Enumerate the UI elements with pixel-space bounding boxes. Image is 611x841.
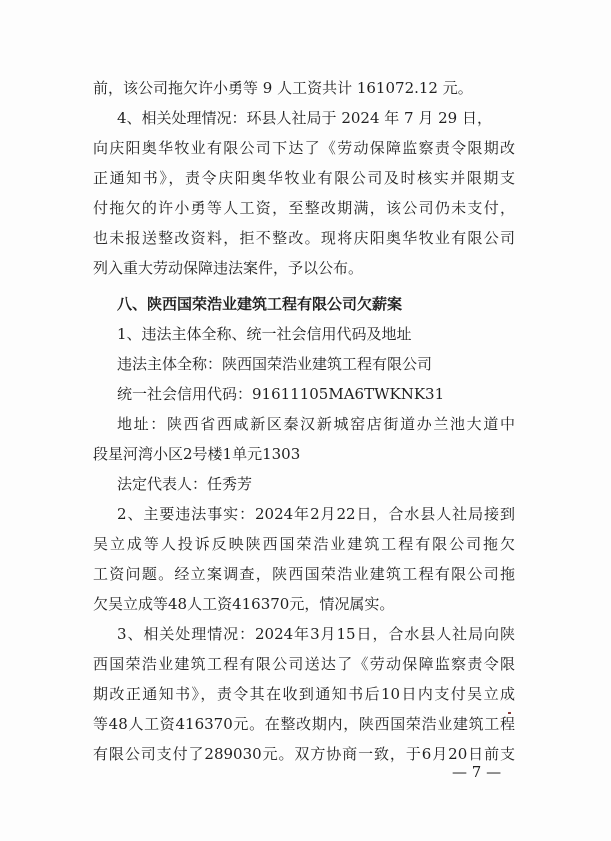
paragraph-tail-line: 前，该公司拖欠许小勇等 9 人工资共计 161072.12 元。 [93, 79, 473, 97]
item4-line-5: 也未报送整改资料，拒不整改。现将庆阳奥华牧业有限公司 [93, 229, 515, 247]
legal-representative: 法定代表人：任秀芳 [117, 475, 253, 493]
handling-line-4: 等48人工资416370元。在整改期内，陕西国荣浩业建筑工程 [93, 715, 515, 733]
item4-line-3: 正通知书》，责令庆阳奥华牧业有限公司及时核实并限期支 [93, 169, 515, 187]
entity-name: 违法主体全称：陕西国荣浩业建筑工程有限公司 [117, 355, 433, 373]
scan-speck [508, 712, 511, 714]
handling-line-5: 有限公司支付了289030元。双方协商一致，于6月20日前支 [93, 745, 515, 763]
section8-subheading-1: 1、违法主体全称、统一社会信用代码及地址 [117, 325, 412, 343]
handling-line-2: 西国荣浩业建筑工程有限公司送达了《劳动保障监察责令限 [93, 655, 515, 673]
facts-line-4: 欠吴立成等48人工资416370元，情况属实。 [93, 595, 395, 613]
handling-line-1: 3、相关处理情况：2024年3月15日，合水县人社局向陕 [117, 625, 515, 643]
address-line-2: 段星河湾小区2号楼1单元1303 [93, 445, 301, 463]
credit-code: 统一社会信用代码：91611105MA6TWKNK31 [117, 385, 445, 403]
facts-line-2: 吴立成等人投诉反映陕西国荣浩业建筑工程有限公司拖欠 [93, 535, 515, 553]
page-number: — 7 — [452, 763, 502, 781]
item4-line-6: 列入重大劳动保障违法案件，予以公布。 [93, 259, 364, 277]
item4-line-1: 4、相关处理情况：环县人社局于 2024 年 7 月 29 日， [117, 109, 492, 127]
facts-line-1: 2、主要违法事实：2024年2月22日，合水县人社局接到 [117, 505, 515, 523]
item4-line-2: 向庆阳奥华牧业有限公司下达了《劳动保障监察责令限期改 [93, 139, 515, 157]
item4-line-4: 付拖欠的许小勇等人工资，至整改期满，该公司仍未支付， [93, 199, 515, 217]
handling-line-3: 期改正通知书》，责令其在收到通知书后10日内支付吴立成 [93, 685, 515, 703]
address-line-1: 地址：陕西省西咸新区秦汉新城窑店街道办兰池大道中 [117, 415, 515, 433]
section8-heading: 八、陕西国荣浩业建筑工程有限公司欠薪案 [117, 295, 403, 313]
facts-line-3: 工资问题。经立案调查，陕西国荣浩业建筑工程有限公司拖 [93, 565, 515, 583]
